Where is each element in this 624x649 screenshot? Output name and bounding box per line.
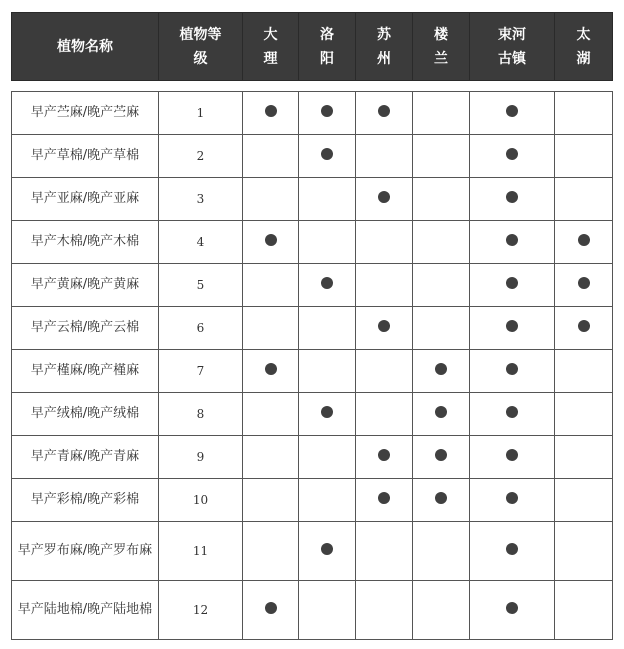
region-cell [555, 436, 613, 479]
region-cell [413, 264, 470, 307]
present-dot-icon [506, 105, 518, 117]
plant-grade-cell: 12 [159, 581, 243, 640]
region-cell [413, 178, 470, 221]
table-header [11, 12, 613, 81]
plant-name-cell: 早产木棉/晚产木棉 [12, 221, 159, 264]
region-cell [470, 581, 555, 640]
table-row [12, 581, 613, 640]
region-cell [243, 479, 299, 522]
table-row [12, 264, 613, 307]
region-cell [555, 264, 613, 307]
region-cell [243, 393, 299, 436]
region-cell [413, 393, 470, 436]
region-cell [555, 581, 613, 640]
region-cell [356, 522, 413, 581]
header-region-taihu: 太湖 [555, 13, 613, 81]
region-cell [299, 393, 356, 436]
present-dot-icon [321, 406, 333, 418]
plant-grade-cell: 6 [159, 307, 243, 350]
region-cell [413, 350, 470, 393]
header-region-shuhe: 束河古镇 [470, 13, 555, 81]
present-dot-icon [378, 320, 390, 332]
present-dot-icon [321, 105, 333, 117]
region-cell [356, 178, 413, 221]
plant-table [11, 91, 613, 640]
plant-grade-cell: 8 [159, 393, 243, 436]
present-dot-icon [506, 602, 518, 614]
table-row [12, 178, 613, 221]
region-cell [299, 178, 356, 221]
region-cell [470, 479, 555, 522]
plant-name-cell: 早产槿麻/晚产槿麻 [12, 350, 159, 393]
header-plant-name: 植物名称 [12, 13, 159, 81]
region-cell [243, 307, 299, 350]
region-cell [243, 221, 299, 264]
region-cell [356, 350, 413, 393]
region-cell [555, 135, 613, 178]
region-cell [470, 135, 555, 178]
region-cell [299, 479, 356, 522]
plant-name-cell: 早产绒棉/晚产绒棉 [12, 393, 159, 436]
region-cell [413, 479, 470, 522]
region-cell [555, 221, 613, 264]
region-cell [299, 135, 356, 178]
plant-grade-cell: 5 [159, 264, 243, 307]
present-dot-icon [506, 449, 518, 461]
region-cell [555, 350, 613, 393]
table-row [12, 479, 613, 522]
plant-grade-cell: 3 [159, 178, 243, 221]
region-cell [299, 307, 356, 350]
region-cell [470, 178, 555, 221]
plant-name-cell: 早产陆地棉/晚产陆地棉 [12, 581, 159, 640]
header-plant-grade: 植物等级 [159, 13, 243, 81]
region-cell [299, 264, 356, 307]
present-dot-icon [435, 406, 447, 418]
region-cell [243, 92, 299, 135]
region-cell [470, 264, 555, 307]
region-cell [470, 522, 555, 581]
present-dot-icon [265, 234, 277, 246]
region-cell [470, 307, 555, 350]
region-cell [470, 92, 555, 135]
present-dot-icon [506, 363, 518, 375]
region-cell [413, 221, 470, 264]
table-row [12, 393, 613, 436]
present-dot-icon [506, 406, 518, 418]
present-dot-icon [578, 277, 590, 289]
region-cell [555, 479, 613, 522]
present-dot-icon [578, 320, 590, 332]
table-row [12, 350, 613, 393]
present-dot-icon [506, 543, 518, 555]
plant-name-cell: 早产彩棉/晚产彩棉 [12, 479, 159, 522]
table-row [12, 92, 613, 135]
region-cell [555, 178, 613, 221]
plant-grade-cell: 1 [159, 92, 243, 135]
region-cell [413, 92, 470, 135]
region-cell [470, 436, 555, 479]
plant-name-cell: 早产草棉/晚产草棉 [12, 135, 159, 178]
present-dot-icon [506, 277, 518, 289]
present-dot-icon [435, 363, 447, 375]
region-cell [356, 307, 413, 350]
present-dot-icon [265, 602, 277, 614]
present-dot-icon [435, 492, 447, 504]
region-cell [243, 135, 299, 178]
plant-name-cell: 早产苎麻/晚产苎麻 [12, 92, 159, 135]
table-row [12, 135, 613, 178]
region-cell [299, 221, 356, 264]
present-dot-icon [321, 277, 333, 289]
region-cell [243, 436, 299, 479]
region-cell [299, 436, 356, 479]
region-cell [356, 436, 413, 479]
present-dot-icon [378, 191, 390, 203]
region-cell [356, 581, 413, 640]
region-cell [243, 264, 299, 307]
region-cell [299, 522, 356, 581]
present-dot-icon [435, 449, 447, 461]
region-cell [555, 522, 613, 581]
region-cell [356, 221, 413, 264]
present-dot-icon [321, 543, 333, 555]
present-dot-icon [506, 148, 518, 160]
plant-name-cell: 早产黄麻/晚产黄麻 [12, 264, 159, 307]
present-dot-icon [378, 492, 390, 504]
plant-name-cell: 早产青麻/晚产青麻 [12, 436, 159, 479]
table-row [12, 307, 613, 350]
region-cell [470, 350, 555, 393]
present-dot-icon [506, 234, 518, 246]
plant-grade-cell: 10 [159, 479, 243, 522]
region-cell [299, 92, 356, 135]
region-cell [470, 221, 555, 264]
present-dot-icon [506, 320, 518, 332]
present-dot-icon [506, 492, 518, 504]
region-cell [356, 92, 413, 135]
header-region-suzhou: 苏州 [356, 13, 413, 81]
present-dot-icon [265, 363, 277, 375]
present-dot-icon [321, 148, 333, 160]
region-cell [413, 522, 470, 581]
region-cell [413, 135, 470, 178]
region-cell [555, 92, 613, 135]
plant-grade-cell: 7 [159, 350, 243, 393]
plant-grade-cell: 11 [159, 522, 243, 581]
plant-grade-cell: 4 [159, 221, 243, 264]
present-dot-icon [506, 191, 518, 203]
region-cell [356, 479, 413, 522]
header-region-luoyang: 洛阳 [299, 13, 356, 81]
region-cell [413, 581, 470, 640]
region-cell [555, 393, 613, 436]
region-cell [299, 581, 356, 640]
present-dot-icon [378, 105, 390, 117]
plant-name-cell: 早产罗布麻/晚产罗布麻 [12, 522, 159, 581]
region-cell [243, 581, 299, 640]
table-row [12, 221, 613, 264]
region-cell [470, 393, 555, 436]
table-row [12, 522, 613, 581]
region-cell [413, 307, 470, 350]
plant-grade-cell: 9 [159, 436, 243, 479]
region-cell [243, 350, 299, 393]
present-dot-icon [378, 449, 390, 461]
table-row [12, 436, 613, 479]
region-cell [555, 307, 613, 350]
region-cell [356, 393, 413, 436]
plant-grade-cell: 2 [159, 135, 243, 178]
region-cell [356, 264, 413, 307]
present-dot-icon [265, 105, 277, 117]
region-cell [299, 350, 356, 393]
plant-name-cell: 早产亚麻/晚产亚麻 [12, 178, 159, 221]
region-cell [413, 436, 470, 479]
header-region-loulan: 楼兰 [413, 13, 470, 81]
present-dot-icon [578, 234, 590, 246]
region-cell [356, 135, 413, 178]
header-region-dali: 大理 [243, 13, 299, 81]
region-cell [243, 522, 299, 581]
plant-name-cell: 早产云棉/晚产云棉 [12, 307, 159, 350]
region-cell [243, 178, 299, 221]
